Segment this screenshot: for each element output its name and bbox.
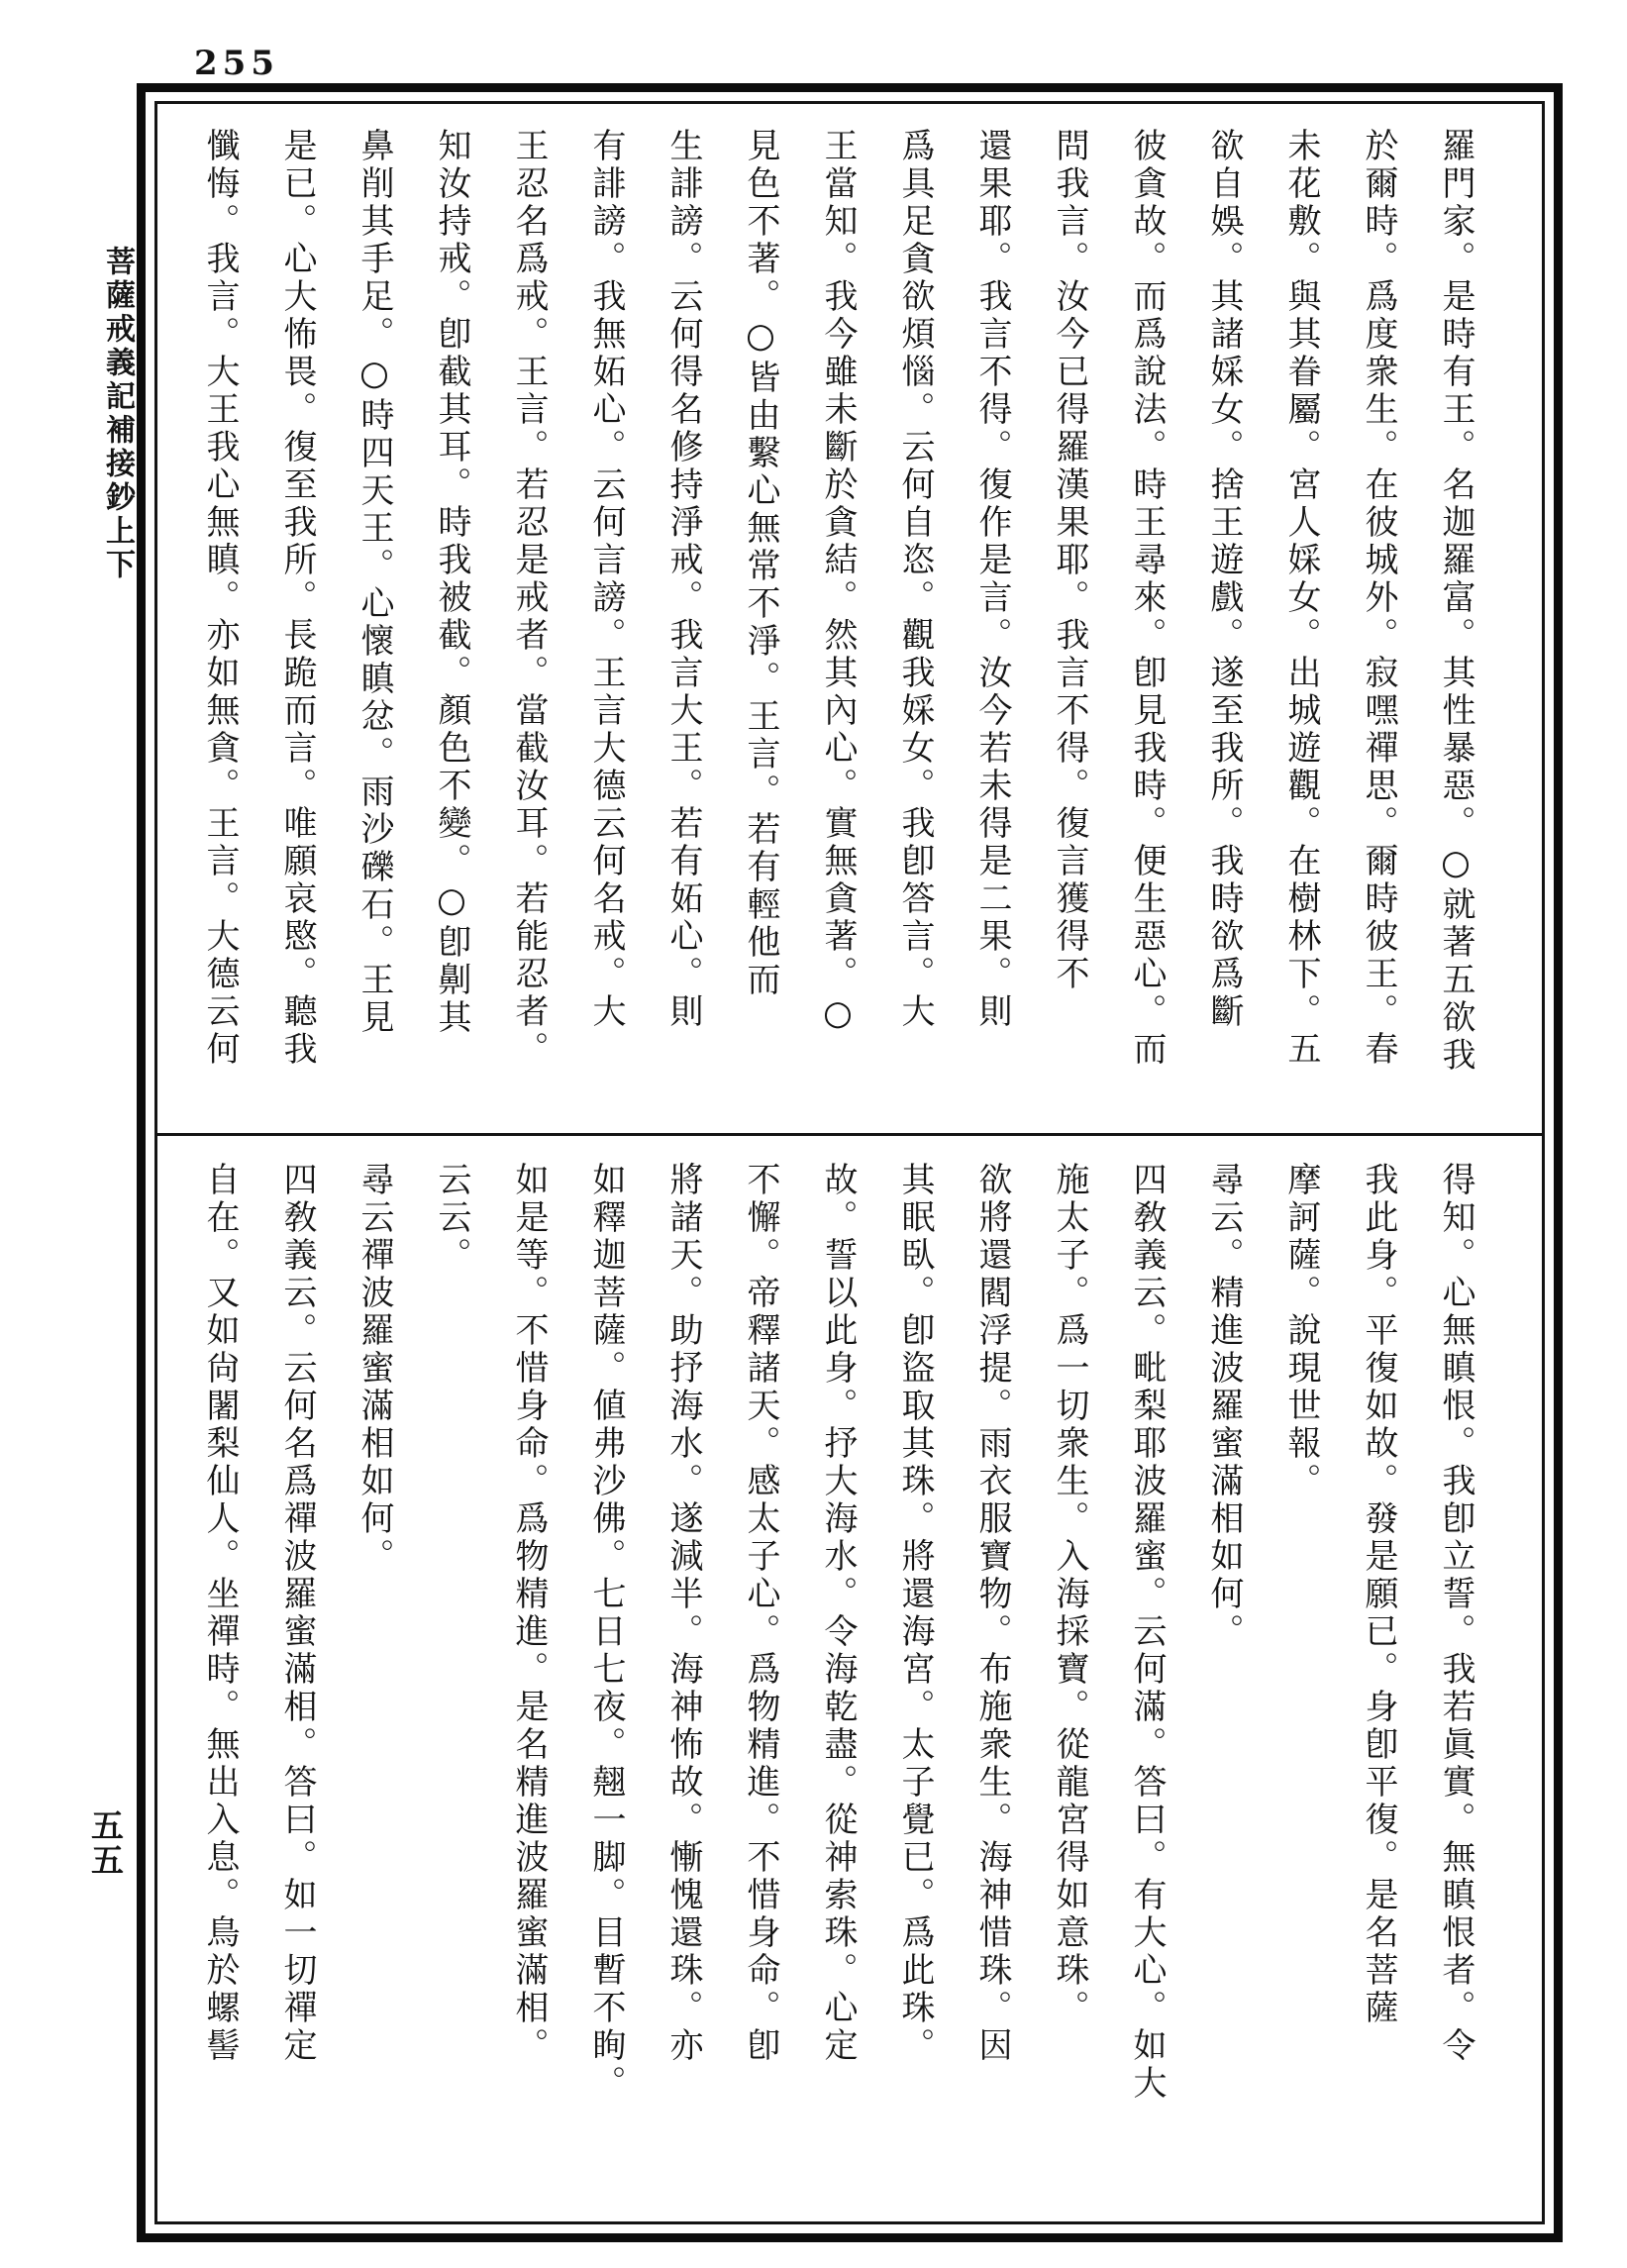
text-column: 是已。心大怖畏。復至我所。長跪而言。唯願哀愍。聽我 — [277, 128, 317, 1069]
text-column: 自在。又如尙闍梨仙人。坐禪時。無出入息。鳥於螺髻 — [200, 1162, 240, 2065]
text-column: 欲自娛。其諸婇女。捨王遊戲。遂至我所。我時欲爲斷 — [1204, 128, 1244, 1031]
margin-title: 菩薩戒義記補接鈔上下 — [100, 246, 135, 582]
text-column: 未花敷。與其眷屬。宮人婇女。出城遊觀。在樹林下。五 — [1281, 128, 1321, 1069]
text-column: 彼貪故。而爲說法。時王尋來。卽見我時。便生惡心。而 — [1127, 128, 1167, 1069]
lower-text-block — [157, 1136, 1542, 2221]
text-column: 我此身。平復如故。發是願已。身卽平復。是名菩薩 — [1359, 1162, 1398, 2027]
text-column: 問我言。汝今已得羅漢果耶。我言不得。復言獲得不 — [1050, 128, 1089, 993]
text-column: 還果耶。我言不得。復作是言。汝今若未得是二果。則 — [972, 128, 1012, 1031]
text-column: 於爾時。爲度衆生。在彼城外。寂嘿禪思。爾時彼王。春 — [1359, 128, 1398, 1069]
text-column: 羅門家。是時有王。名迦羅富。其性暴惡。○就著五欲我 — [1436, 128, 1475, 1075]
text-column: 尋云禪波羅蜜滿相如何。 — [355, 1162, 394, 1576]
text-column: 鼻削其手足。○時四天王。心懷瞋忿。雨沙礫石。王見 — [355, 128, 394, 1037]
text-column: 四敎義云。毗梨耶波羅蜜。云何滿。答曰。有大心。如大 — [1127, 1162, 1167, 2103]
text-column: 如釋迦菩薩。値弗沙佛。七日七夜。翹一脚。目暫不眴。 — [586, 1162, 626, 2103]
text-column: 知汝持戒。卽截其耳。時我被截。顏色不變。○卽劓其 — [432, 128, 471, 1037]
text-column: 尋云。精進波羅蜜滿相如何。 — [1204, 1162, 1244, 1651]
text-column: 不懈。帝釋諸天。感太子心。爲物精進。不惜身命。卽 — [741, 1162, 780, 2065]
text-column: 生誹謗。云何得名修持淨戒。我言大王。若有妬心。則 — [663, 128, 703, 1031]
text-column: 故。誓以此身。抒大海水。令海乾盡。從神索珠。心定 — [818, 1162, 858, 2065]
text-column: 欲將還閻浮提。雨衣服寶物。布施衆生。海神惜珠。因 — [972, 1162, 1012, 2065]
text-frame — [137, 83, 1563, 2242]
folio-number: 五五 — [86, 1808, 125, 1878]
text-column: 其眠臥。卽盜取其珠。將還海宮。太子覺已。爲此珠。 — [895, 1162, 935, 2065]
page-number: 255 — [194, 44, 279, 83]
text-column: 見色不著。○皆由繫心無常不淨。王言。若有輕他而 — [741, 128, 780, 999]
text-column: 懺悔。我言。大王我心無瞋。亦如無貪。王言。大德云何 — [200, 128, 240, 1069]
text-column: 如是等。不惜身命。爲物精進。是名精進波羅蜜滿相。 — [509, 1162, 549, 2065]
text-column: 四敎義云。云何名爲禪波羅蜜滿相。答曰。如一切禪定 — [277, 1162, 317, 2065]
upper-text-block — [157, 104, 1542, 1136]
text-column: 摩訶薩。說現世報。 — [1281, 1162, 1321, 1500]
text-column: 有誹謗。我無妬心。云何言謗。王言大德云何名戒。大 — [586, 128, 626, 1031]
text-column: 將諸天。助抒海水。遂減半。海神怖故。慚愧還珠。亦 — [663, 1162, 703, 2065]
text-column: 爲具足貪欲煩惱。云何自恣。觀我婇女。我卽答言。大 — [895, 128, 935, 1031]
text-column: 施太子。爲一切衆生。入海採寶。從龍宮得如意珠。 — [1050, 1162, 1089, 2027]
text-frame-inner-rule — [154, 101, 1545, 2224]
text-column: 云云。 — [432, 1162, 471, 1275]
text-column: 得知。心無瞋恨。我卽立誓。我若眞實。無瞋恨者。令 — [1436, 1162, 1475, 2065]
text-column: 王忍名爲戒。王言。若忍是戒者。當截汝耳。若能忍者。 — [509, 128, 549, 1069]
text-column: 王當知。我今雖未斷於貪結。然其內心。實無貪著。○ — [818, 128, 858, 1037]
